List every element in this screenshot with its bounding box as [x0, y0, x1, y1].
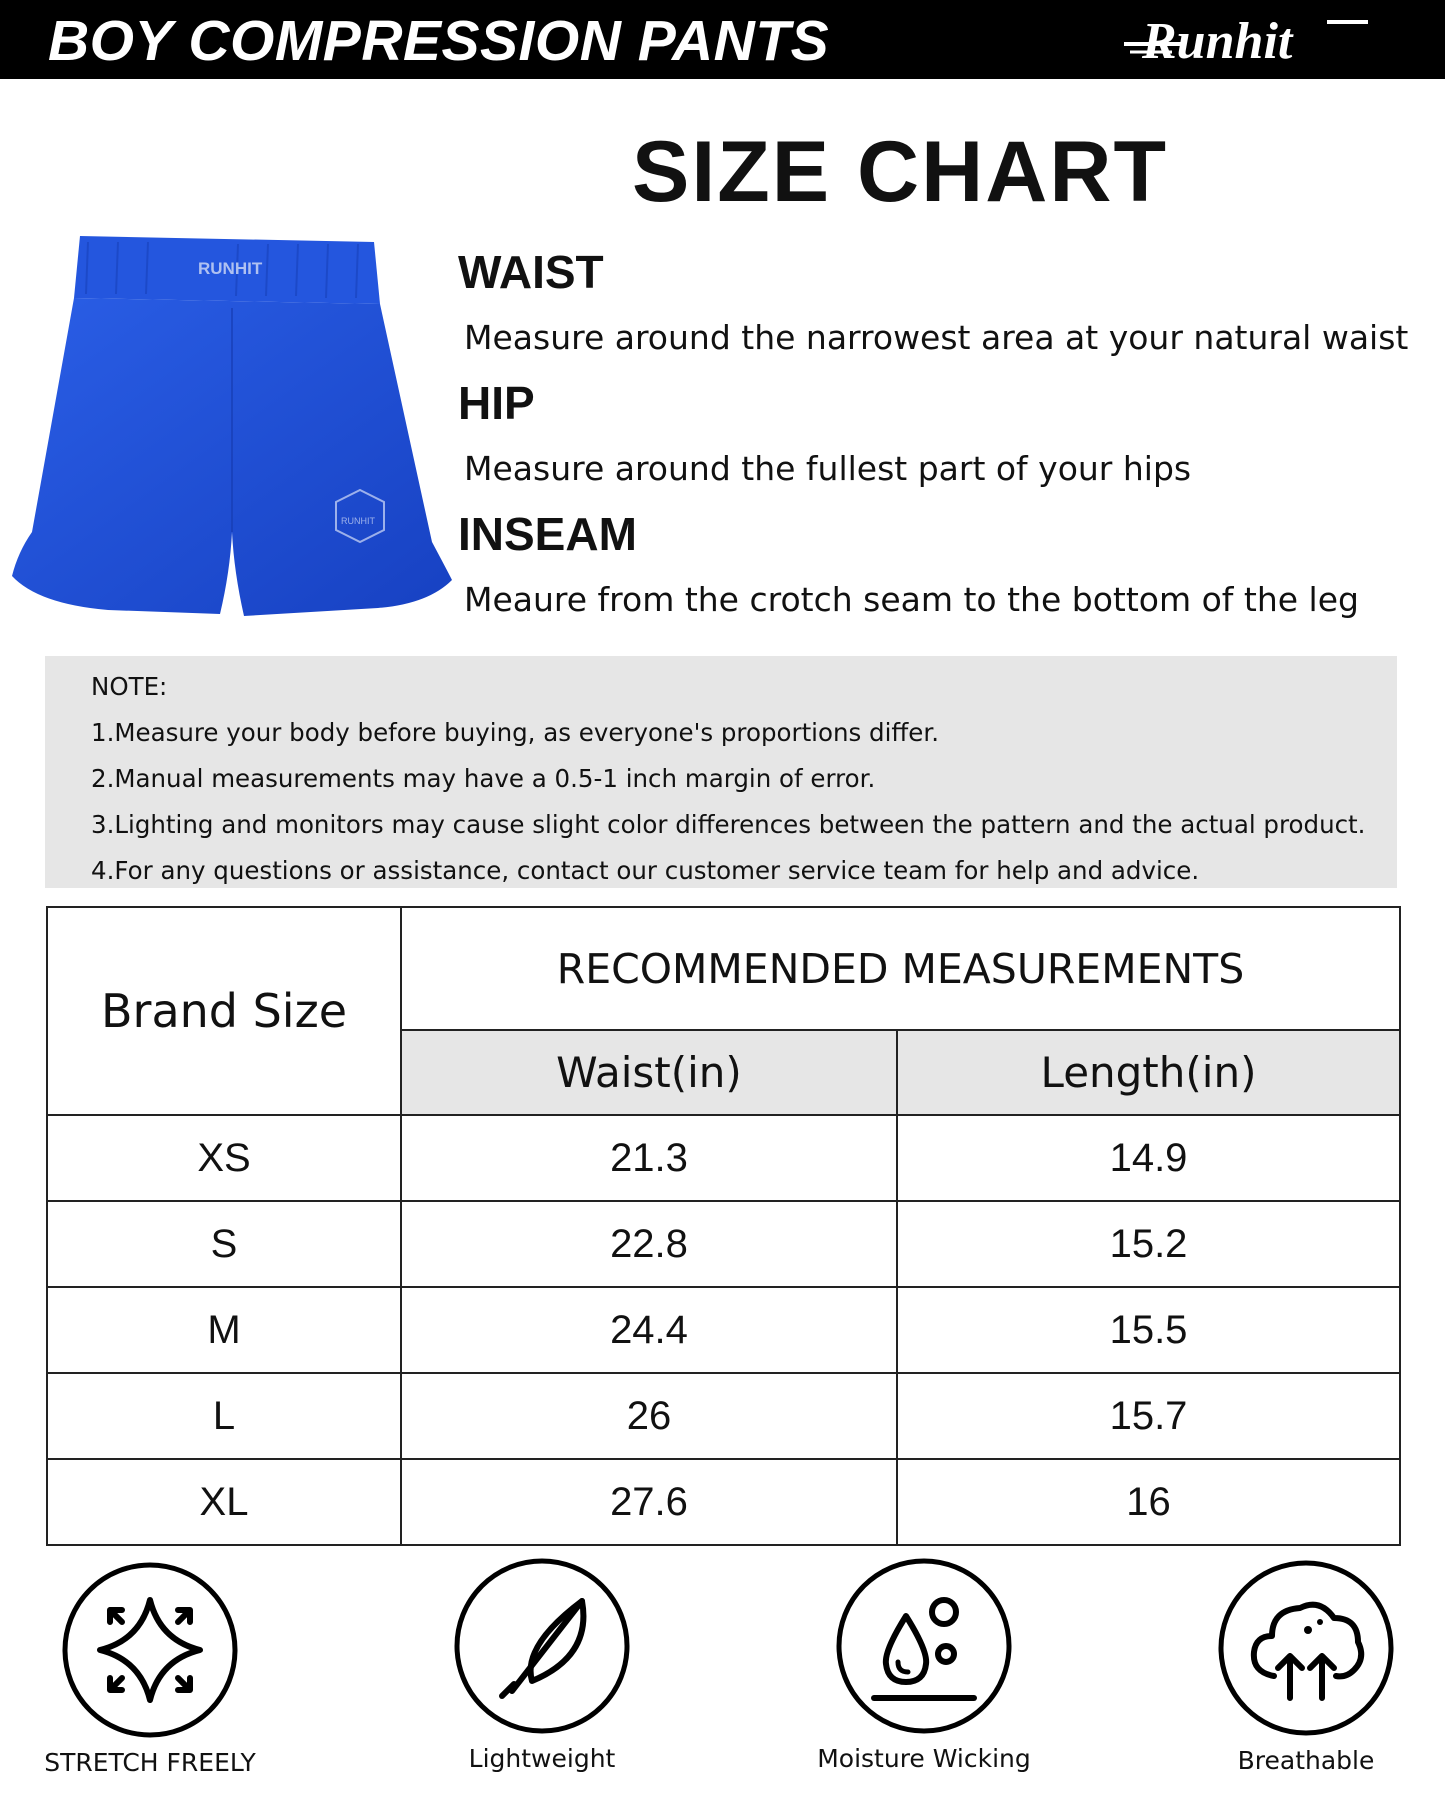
stretch-icon — [60, 1560, 240, 1740]
hip-heading: HIP — [458, 377, 535, 429]
feature-moisture — [774, 1556, 1074, 1774]
waist-cell: 21.3 — [401, 1115, 897, 1201]
length-cell: 14.9 — [897, 1115, 1400, 1201]
recommended-header: RECOMMENDED MEASUREMENTS — [401, 907, 1400, 1030]
waistband-logo: RUNHIT — [198, 259, 263, 278]
length-column-header: Length(in) — [897, 1030, 1400, 1115]
top-banner — [0, 0, 1445, 79]
length-cell: 15.7 — [897, 1373, 1400, 1459]
feature-stretch — [0, 1560, 300, 1778]
table-row — [47, 1373, 1400, 1459]
brand-size-header: Brand Size — [47, 907, 401, 1115]
table-row — [47, 1201, 1400, 1287]
table-row — [47, 1115, 1400, 1201]
note-box — [45, 656, 1397, 888]
hip-description: Measure around the fullest part of your hips — [464, 449, 1192, 488]
feature-label: Lightweight — [468, 1744, 616, 1773]
feather-icon — [452, 1556, 632, 1736]
size-cell: S — [47, 1201, 401, 1287]
size-cell: L — [47, 1373, 401, 1459]
length-cell: 16 — [897, 1459, 1400, 1545]
banner-title: BOY COMPRESSION PANTS — [48, 9, 830, 73]
note-line-2: 2.Manual measurements may have a 0.5-1 inch margin of error. — [91, 764, 876, 793]
size-cell: M — [47, 1287, 401, 1373]
note-line-1: 1.Measure your body before buying, as everyone's proportions differ. — [91, 718, 939, 747]
feature-breathable — [1156, 1558, 1445, 1776]
waist-cell: 27.6 — [401, 1459, 897, 1545]
inseam-description: Meaure from the crotch seam to the bottom of the leg — [464, 580, 1359, 619]
breathable-icon — [1216, 1558, 1396, 1738]
inseam-heading: INSEAM — [458, 508, 637, 560]
waist-description: Measure around the narrowest area at your natural waist — [464, 318, 1409, 357]
waist-heading: WAIST — [458, 246, 604, 298]
waist-cell: 22.8 — [401, 1201, 897, 1287]
brand-logo — [1122, 8, 1372, 70]
table-row — [47, 1459, 1400, 1545]
feature-label: Moisture Wicking — [817, 1744, 1031, 1773]
feature-label: STRETCH FREELY — [44, 1748, 256, 1777]
feature-label: Breathable — [1237, 1746, 1375, 1775]
table-row — [47, 1287, 1400, 1373]
waist-column-header: Waist(in) — [401, 1030, 897, 1115]
brand-logo-text: Runhit — [1142, 13, 1293, 70]
size-cell: XL — [47, 1459, 401, 1545]
moisture-icon — [834, 1556, 1014, 1736]
size-table — [46, 906, 1401, 1546]
length-cell: 15.2 — [897, 1201, 1400, 1287]
feature-lightweight — [392, 1556, 692, 1774]
product-image — [8, 232, 462, 630]
leg-logo: RUNHIT — [341, 516, 375, 526]
note-line-3: 3.Lighting and monitors may cause slight color differences between the pattern and the actual product. — [91, 810, 1366, 839]
waist-cell: 26 — [401, 1373, 897, 1459]
size-cell: XS — [47, 1115, 401, 1201]
waist-cell: 24.4 — [401, 1287, 897, 1373]
note-line-4: 4.For any questions or assistance, contact our customer service team for help and advice. — [91, 856, 1200, 885]
note-title: NOTE: — [91, 672, 168, 701]
length-cell: 15.5 — [897, 1287, 1400, 1373]
size-chart-title: SIZE CHART — [632, 124, 1168, 220]
